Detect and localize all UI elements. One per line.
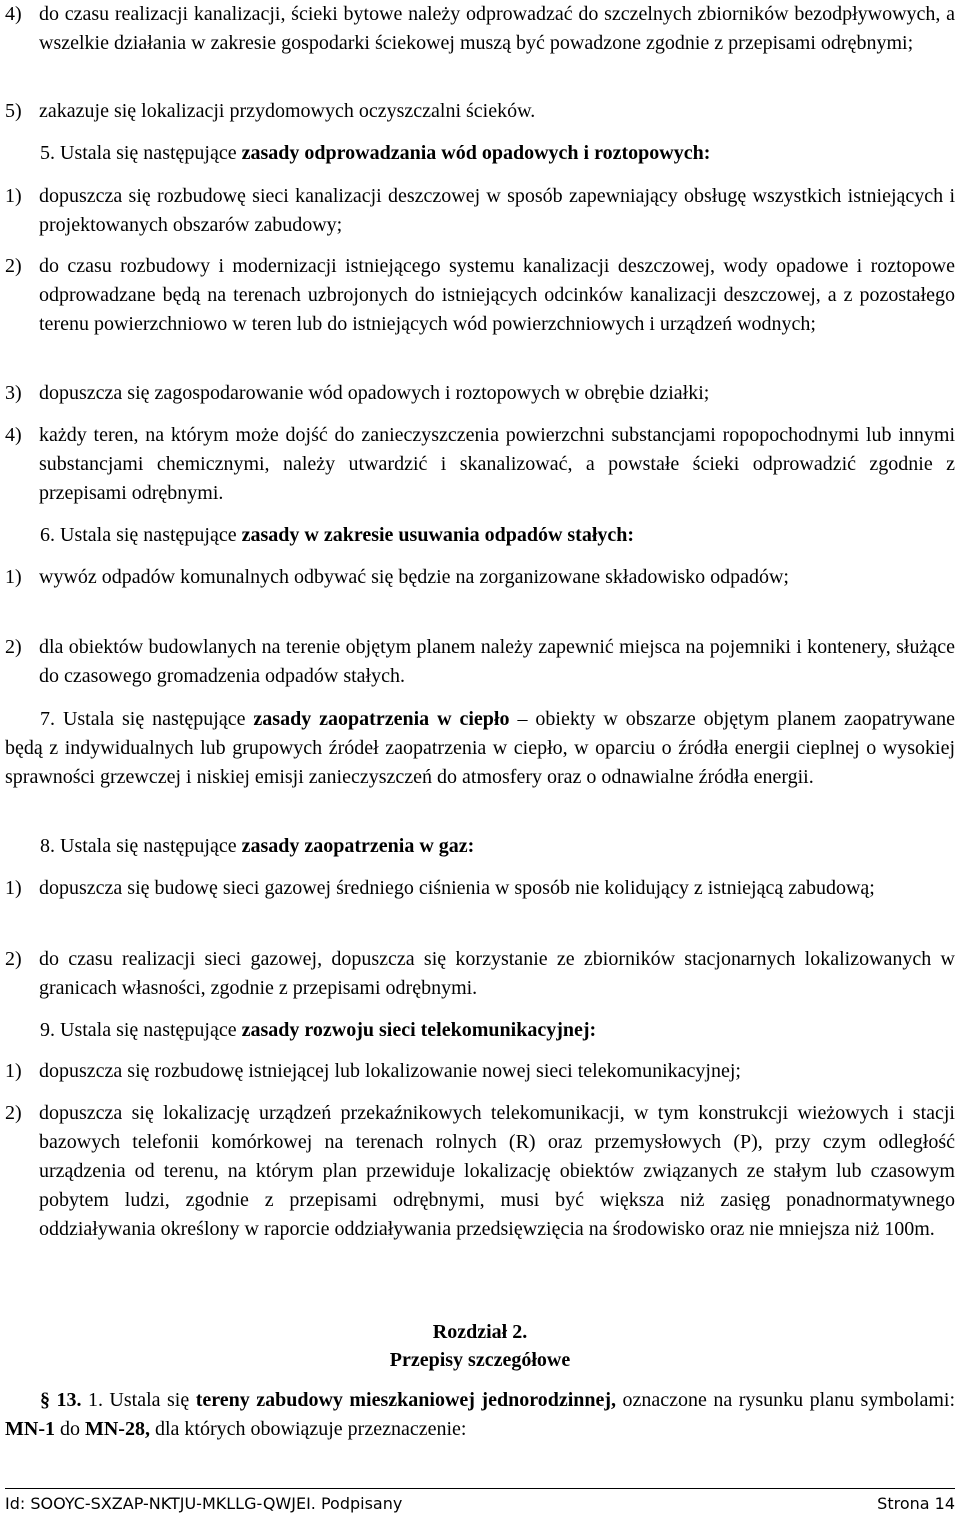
item-number: 4) [5,3,22,25]
list-item: 2) dopuszcza się lokalizację urządzeń przekaźnikowych telekomunikacji, w tym konstrukcji wieżowych i stacji bazowych telefonii komórkowej na terenach rolnych (R) oraz przemysłowych (P), przy czym odległość urządzenia od terenu, na którym plan przewiduje lokalizację obiektów związanych ze stałym lub czasowym pobytem ludzi, zgodnie z przepisami odrębnymi, musi być większa niż zasięg ponadnormatywnego oddziaływania określony w raporcie oddziaływania przedsięwzięcia na środowisko oraz nie mniejsza niż 100m. [5,1102,955,1240]
list-item: 1) dopuszcza się rozbudowę sieci kanalizacji deszczowej w sposób zapewniający obsługę wszystkich istniejących i projektowanych obszarów zabudowy; [5,185,955,236]
list-item: 4) każdy teren, na którym może dojść do zanieczyszczenia powierzchni substancjami ropopochodnymi lub innymi substancjami chemicznymi, należy utwardzić i skanalizować, a powstałe ścieki odprowadzić zgodnie z przepisami odrębnymi. [5,424,955,504]
document-id: Id: SOOYC-SXZAP-NKTJU-MKLLG-QWJEI. Podpisany [5,1494,403,1513]
list-item: 3) dopuszcza się zagospodarowanie wód opadowych i roztopowych w obrębie działki; [5,382,710,404]
section-9-heading: 9. Ustala się następujące zasady rozwoju sieci telekomunikacyjnej: [40,1019,597,1041]
list-item: 2) do czasu rozbudowy i modernizacji istniejącego systemu kanalizacji deszczowej, wody opadowe i roztopowe odprowadzane będą na terenach uzbrojonych do istniejących odcinków kanalizacji deszczowej, a z pozostałego terenu powierzchniowo w teren lub do istniejących wód powierzchniowych i urządzeń wodnych; [5,255,955,335]
list-item: 2) do czasu realizacji sieci gazowej, dopuszcza się korzystanie ze zbiorników stacjonarnych lokalizowanych w granicach własności, zgodnie z przepisami odrębnymi. [5,948,955,999]
item-text: zakazuje się lokalizacji przydomowych oczyszczalni ścieków. [39,100,536,122]
section-6-heading: 6. Ustala się następujące zasady w zakresie usuwania odpadów stałych: [40,524,635,546]
list-item: 1) wywóz odpadów komunalnych odbywać się będzie na zorganizowane składowisko odpadów; [5,566,789,588]
list-item [5,0,955,58]
chapter-title: Rozdział 2. [432,1321,528,1343]
list-item [5,97,955,126]
section-7-paragraph: 7. Ustala się następujące zasady zaopatrzenia w ciepło – obiekty w obszarze objętym planem zaopatrywane będą z indywidualnych lub grupowych źródeł zaopatrzenia w ciepło, w oparciu o źródła energii cieplnej o wysokiej sprawności grzewczej i niskiej emisji zanieczyszczeń do atmosfery oraz o odnawialne źródła energii. [5,708,956,788]
list-item: 1) dopuszcza się budowę sieci gazowej średniego ciśnienia w sposób nie kolidujący z istniejącą zabudową; [5,877,875,899]
paragraph-13: § 13. 1. Ustala się tereny zabudowy mieszkaniowej jednorodzinnej, oznaczone na rysunku planu symbolami: MN-1 do MN-28, dla których obowiązuje przeznaczenie: [5,1389,956,1440]
footer-divider [5,1488,955,1489]
section-8-heading: 8. Ustala się następujące zasady zaopatrzenia w gaz: [40,835,475,857]
list-item: 1) dopuszcza się rozbudowę istniejącej lub lokalizowanie nowej sieci telekomunikacyjnej; [5,1060,741,1082]
chapter-subtitle: Przepisy szczegółowe [389,1349,571,1371]
section-5-heading: 5. Ustala się następujące zasady odprowadzania wód opadowych i roztopowych: [40,142,711,164]
page-number: Strona 14 [877,1494,955,1513]
list-item: 2) dla obiektów budowlanych na terenie objętym planem należy zapewnić miejsca na pojemniki i kontenery, służące do czasowego gromadzenia odpadów stałych. [5,636,955,687]
item-number: 5) [5,100,22,122]
page-footer [5,1495,955,1513]
item-text: do czasu realizacji kanalizacji, ścieki bytowe należy odprowadzać do szczelnych zbiorników bezodpływowych, a wszelkie działania w zakresie gospodarki ściekowej muszą być powadzone zgodnie z przepisami odrębnymi; [39,3,955,54]
